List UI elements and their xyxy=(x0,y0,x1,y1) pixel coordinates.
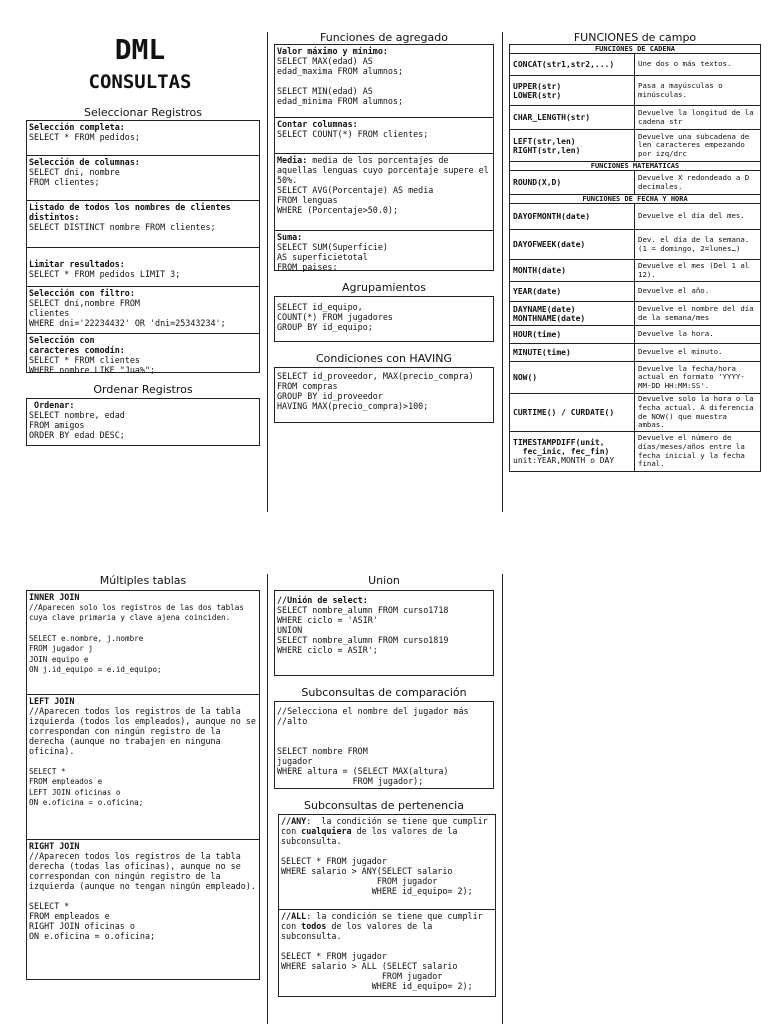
select-box xyxy=(26,120,260,373)
function-desc: Devuelve X redondeado a D decimales. xyxy=(635,171,761,195)
function-unit-note: unit:YEAR,MONTH o DAY xyxy=(513,456,615,465)
function-name: CHAR_LENGTH(str) xyxy=(510,106,635,130)
subcomp-box xyxy=(274,701,494,789)
function-desc: Devuelve la hora. xyxy=(635,326,761,344)
aggregate-box xyxy=(274,44,494,271)
aggregate-item: Valor máximo y mínimo: SELECT MAX(edad) AS edad_maxima FROM alumnos; SELECT MIN(edad) AS edad_minima FROM alumnos; xyxy=(275,45,493,118)
union-item: //Unión de select: SELECT nombre_alumn FROM curso1718 WHERE ciclo = 'ASIR' UNION SELECT nombre_alumn FROM curso1819 WHERE ciclo = ASIR'; xyxy=(277,595,449,655)
table-section-header: FUNCIONES DE FECHA Y HORA xyxy=(510,195,761,204)
function-desc: Devuelve la fecha/hora actual en formato 'YYYY-MM-DD HH:MM:SS'. xyxy=(635,362,761,394)
function-name: DAYNAME(date) MONTHNAME(date) xyxy=(510,302,635,326)
section-title-field-functions: FUNCIONES de campo xyxy=(573,31,697,44)
page-title: DML xyxy=(114,33,166,66)
group-code: SELECT id_equipo, COUNT(*) FROM jugadores GROUP BY id_equipo; xyxy=(277,302,393,332)
subquery-item: //ANY: la condición se tiene que cumplir con cualquiera de los valores de la subconsulta. SELECT * FROM jugador WHERE salario > ANY(SELECT salario FROM jugador WHERE id_equipo= 2); xyxy=(279,815,495,910)
group-box xyxy=(274,296,494,342)
join-item: RIGHT JOIN //Aparecen todos los registros de la tabla derecha (todas las oficinas), aunque no se correspondan con ningún registro de la izquierda (aunque no tengan ningún empleado). SELECT * FROM empleados e RIGHT JOIN oficinas o ON e.oficina = o.oficina; xyxy=(29,841,256,941)
section-title-subcomp: Subconsultas de comparación xyxy=(301,686,467,699)
function-desc: Devuelve el día del mes. xyxy=(635,204,761,230)
function-name: LEFT(str,len) RIGHT(str,len) xyxy=(510,130,635,162)
section-title-subperten: Subconsultas de pertenencia xyxy=(304,799,464,812)
function-name: HOUR(time) xyxy=(510,326,635,344)
function-desc: Devuelve el número de días/meses/años entre la fecha inicial y la fecha final. xyxy=(635,432,761,472)
section-title-order: Ordenar Registros xyxy=(93,383,193,396)
join-item: INNER JOIN //Aparecen solo los registros de las dos tablas cuya clave primaria y clave ajena coinciden. SELECT e.nombre, j.nombre FROM jugador j JOIN equipo e ON j.id_equipo = e.id_equipo; xyxy=(27,591,259,695)
subcomp-item: //Selecciona el nombre del jugador más //alto SELECT nombre FROM jugador WHERE altura = (SELECT MAX(altura) FROM jugador); xyxy=(277,706,469,786)
section-title-having: Condiciones con HAVING xyxy=(315,352,453,365)
section-title-multi: Múltiples tablas xyxy=(99,574,187,587)
table-section-header: FUNCIONES DE CADENA xyxy=(510,45,761,54)
having-code: SELECT id_proveedor, MAX(precio_compra) FROM compras GROUP BY id_proveedor HAVING MAX(precio_compra)>100; xyxy=(277,371,474,411)
select-item: Selección de columnas: SELECT dni, nombre FROM clientes; xyxy=(27,156,259,201)
page-subtitle: CONSULTAS xyxy=(88,71,192,93)
function-name: CURTIME() / CURDATE() xyxy=(510,394,635,432)
function-desc: Une dos o más textos. xyxy=(635,54,761,76)
field-functions-table xyxy=(509,44,761,472)
select-item: Limitar resultados: SELECT * FROM pedidos LIMIT 3; xyxy=(27,248,259,287)
select-item: Selección con filtro: SELECT dni,nombre FROM clientes WHERE dni='22234432' OR 'dni=25343234'; xyxy=(27,287,259,334)
order-item: Ordenar: SELECT nombre, edad FROM amigos ORDER BY edad DESC; xyxy=(29,400,125,440)
function-desc: Devuelve el minuto. xyxy=(635,344,761,362)
join-item: LEFT JOIN //Aparecen todos los registros de la tabla izquierda (todos los empleados), aunque no se correspondan con ningún registro de la derecha (aunque no trabajen en ninguna oficina). SELECT * FROM empleados e LEFT JOIN oficinas o ON e.oficina = o.oficina; xyxy=(27,695,259,840)
function-desc: Pasa a mayúsculas o minúsculas. xyxy=(635,76,761,106)
function-desc: Devuelve solo la hora o la fecha actual. A diferencia de NOW() que muestra ambas. xyxy=(635,394,761,432)
function-name: DAYOFWEEK(date) xyxy=(510,230,635,260)
section-title-select: Seleccionar Registros xyxy=(84,106,202,119)
function-desc: Devuelve el año. xyxy=(635,282,761,302)
function-desc: Devuelve el nombre del día de la semana/mes xyxy=(635,302,761,326)
column-divider xyxy=(502,574,503,1024)
union-box xyxy=(274,590,494,676)
aggregate-item: Suma: SELECT SUM(Superficie) AS superficietotal FROM paises; xyxy=(277,232,388,272)
order-box xyxy=(26,398,260,446)
select-item: Selección completa: SELECT * FROM pedidos; xyxy=(27,121,259,156)
section-title-aggregate: Funciones de agregado xyxy=(320,31,448,44)
function-name: YEAR(date) xyxy=(510,282,635,302)
function-name: DAYOFMONTH(date) xyxy=(510,204,635,230)
function-desc: Dev. el día de la semana. (1 = domingo, 2=lunes…) xyxy=(635,230,761,260)
column-divider xyxy=(502,32,503,512)
function-name-cell xyxy=(510,432,635,472)
function-name: ROUND(X,D) xyxy=(510,171,635,195)
function-name: UPPER(str) LOWER(str) xyxy=(510,76,635,106)
function-name: MONTH(date) xyxy=(510,260,635,282)
having-box xyxy=(274,367,494,423)
section-title-union: Union xyxy=(368,574,400,587)
subperten-box xyxy=(278,814,496,997)
function-name: NOW() xyxy=(510,362,635,394)
column-divider xyxy=(267,32,268,512)
function-desc: Devuelve una subcadena de len caracteres empezando por izq/drc xyxy=(635,130,761,162)
aggregate-item: Contar columnas: SELECT COUNT(*) FROM clientes; xyxy=(275,118,493,154)
multi-box xyxy=(26,590,260,980)
function-name: TIMESTAMPDIFF(unit, fec_inic, fec_fin) xyxy=(513,438,610,456)
table-section-header: FUNCIONES MATEMÁTICAS xyxy=(510,162,761,171)
subquery-item: //ALL: la condición se tiene que cumplir con todos de los valores de la subconsulta. SELECT * FROM jugador WHERE salario > ALL (SELECT salario FROM jugador WHERE id_equipo= 2); xyxy=(281,911,488,991)
function-name: CONCAT(str1,str2,...) xyxy=(510,54,635,76)
aggregate-item: Media: media de los porcentajes de aquellas lenguas cuyo porcentaje supere el 50%. SELECT AVG(Porcentaje) AS media FROM lenguas WHERE (Porcentaje>50.0); xyxy=(275,154,493,231)
select-item: Selección con caracteres comodín: SELECT * FROM clientes WHERE nombre LIKE "Jua%"; xyxy=(29,335,156,375)
function-desc: Devuelve la longitud de la cadena str xyxy=(635,106,761,130)
function-name: MINUTE(time) xyxy=(510,344,635,362)
section-title-group: Agrupamientos xyxy=(341,281,426,294)
column-divider xyxy=(267,574,268,1024)
select-item: Listado de todos los nombres de clientes distintos: SELECT DISTINCT nombre FROM clientes; xyxy=(27,201,259,248)
function-desc: Devuelve el mes (Del 1 al 12). xyxy=(635,260,761,282)
